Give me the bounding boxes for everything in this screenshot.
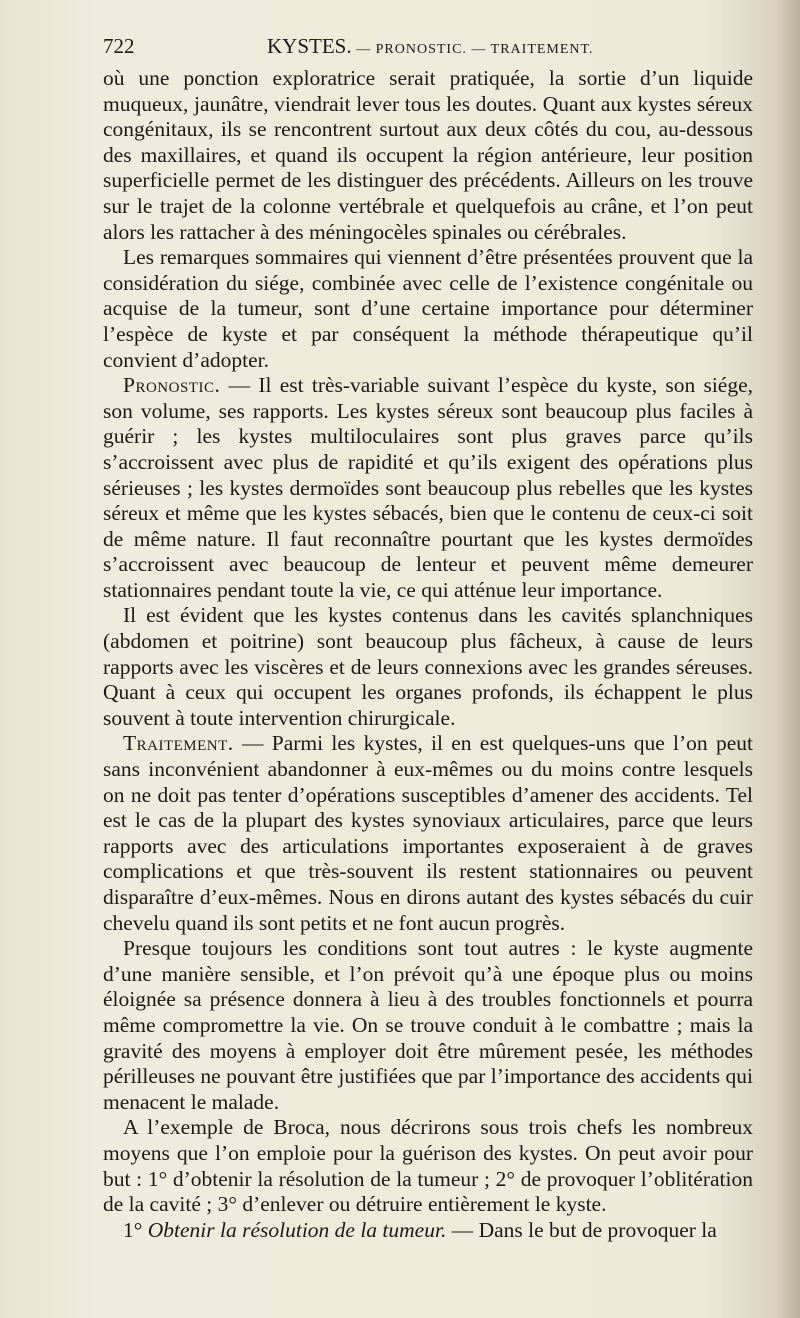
section-heading: Pronostic. [123, 373, 221, 398]
paragraph: Il est évident que les kystes contenus dans les cavités splanchniques (abdomen et poitrine) sont beaucoup plus fâcheux, à cause de leurs rapports avec les viscères et de leurs connexions avec les grandes séreuses. Quant à ceux qui occupent les organes profonds, ils échappent le plus souvent à toute intervention chirurgicale. [103, 603, 753, 730]
paragraph-subsection [103, 1218, 753, 1244]
header-section-pronostic: PRONOSTIC. [375, 42, 467, 57]
header-section-traitement: TRAITEMENT. [490, 42, 594, 57]
paragraph: Les remarques sommaires qui viennent d’être présentées prouvent que la considération du siége, combinée avec celle de l’existence congénitale ou acquise de la tumeur, sont d’une certaine importance pour déterminer l’espèce de kyste et par conséquent la méthode thérapeutique qu’il convient d’adopter. [103, 245, 753, 372]
paragraph-traitement [103, 731, 753, 936]
header-dash: — [351, 42, 376, 57]
section-heading: Traitement. [123, 731, 234, 756]
header-title: KYSTES. [267, 34, 352, 58]
paragraph-text: — Parmi les kystes, il en est quelques-uns que l’on peut sans inconvénient abandonner à eux-mêmes ou du moins contre lesquels on ne doit pas tenter d’opérations susceptibles d’amener des accidents. Tel est le cas de la plupart des kystes synoviaux articulaires, parce que leurs rapports avec des articulations importantes exposeraient à de graves complications et que très-souvent ils restent stationnaires ou peuvent disparaître d’eux-mêmes. Nous en dirons autant des kystes sébacés du cuir chevelu quand ils sont petits et ne font aucun progrès. [103, 731, 753, 935]
subsection-heading: Obtenir la résolution de la tumeur. [147, 1217, 447, 1242]
paragraph: Presque toujours les conditions sont tout autres : le kyste augmente d’une manière sensible, et l’on prévoit qu’à une époque plus ou moins éloignée sa présence donnera à lieu à des troubles fonctionnels et pourra même compromettre la vie. On se trouve conduit à le combattre ; mais la gravité des moyens à employer doit être mûrement pesée, les méthodes périlleuses ne pouvant être justifiées que par l’importance des accidents qui menacent le malade. [103, 936, 753, 1114]
running-header [103, 34, 753, 60]
paragraph: où une ponction exploratrice serait pratiquée, la sortie d’un liquide muqueux, jaunâtre, viendrait lever tous les doutes. Quant aux kystes séreux congénitaux, ils se rencontrent surtout aux deux côtés du cou, au-dessous des maxillaires, et quand ils occupent la région antérieure, leur position superficielle permet de les distinguer des précédents. Ailleurs on les trouve sur le trajet de la colonne vertébrale et quelquefois au crâne, et l’on peut alors les rattacher à des méningocèles spinales ou cérébrales. [103, 66, 753, 244]
running-title [267, 34, 594, 59]
body-text [103, 66, 753, 1243]
subsection-number: 1° [123, 1217, 148, 1242]
paragraph-text: — Dans le but de provoquer la [446, 1217, 717, 1242]
header-dash: — [466, 42, 491, 57]
paragraph-text: — Il est très-variable suivant l’espèce du kyste, son siége, son volume, ses rapports. Les kystes séreux sont beaucoup plus faciles à guérir ; les kystes multiloculaires sont plus graves parce qu’ils s’accroissent avec plus de rapidité et qu’ils exigent des opérations plus sérieuses ; les kystes dermoïdes sont beaucoup plus rebelles que les kystes séreux et même que les kystes sébacés, bien que le contenu de ceux-ci soit de même nature. Il faut reconnaître pourtant que les kystes dermoïdes s’accroissent avec beaucoup de lenteur et peuvent même demeurer stationnaires pendant toute la vie, ce qui atténue leur importance. [103, 373, 753, 602]
page-number: 722 [103, 34, 135, 58]
paragraph: A l’exemple de Broca, nous décrirons sous trois chefs les nombreux moyens que l’on emploie pour la guérison des kystes. On peut avoir pour but : 1° d’obtenir la résolution de la tumeur ; 2° de provoquer l’oblitération de la cavité ; 3° d’enlever ou détruire entièrement le kyste. [103, 1115, 753, 1217]
paragraph-pronostic [103, 373, 753, 603]
